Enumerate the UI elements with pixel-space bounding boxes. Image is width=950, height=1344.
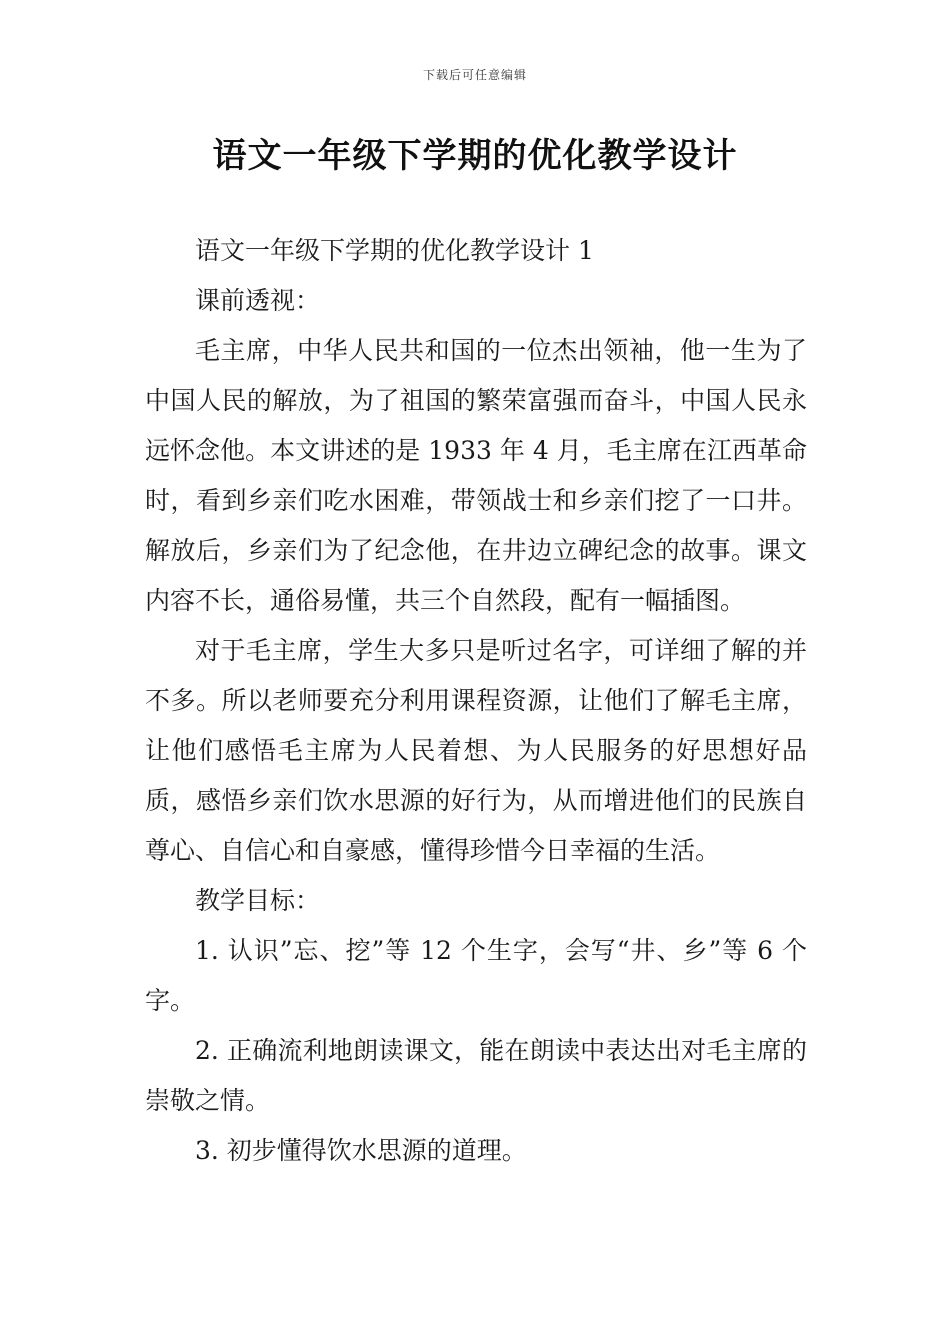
objective-item: 3. 初步懂得饮水思源的道理。 xyxy=(195,1136,527,1165)
subheading-preview: 课前透视： xyxy=(195,286,321,315)
subheading-objectives: 教学目标： xyxy=(195,886,321,915)
section-heading: 语文一年级下学期的优化教学设计 1 xyxy=(195,236,594,265)
document-title: 语文一年级下学期的优化教学设计 xyxy=(212,136,738,176)
paragraph: 对于毛主席，学生大多只是听过名字，可详细了解的并不多。所以老师要充分利用课程资源，让他们了解毛主席，让他们感悟毛主席为人民着想、为人民服务的好思想好品质，感悟乡亲们饮水思源的好行为，从而增进他们的民族自尊心、自信心和自豪感，懂得珍惜今日幸福的生活。 xyxy=(145,636,807,865)
objective-item: 1. 认识”忘、挖”等 12 个生字，会写“井、乡”等 6 个字。 xyxy=(145,936,807,1015)
document-body xyxy=(145,226,807,1176)
paragraph: 毛主席，中华人民共和国的一位杰出领袖，他一生为了中国人民的解放，为了祖国的繁荣富强而奋斗，中国人民永远怀念他。本文讲述的是 1933 年 4 月，毛主席在江西革命时，看到乡亲们吃水困难，带领战士和乡亲们挖了一口井。解放后，乡亲们为了纪念他，在井边立碑纪念的故事。课文内容不长，通俗易懂，共三个自然段，配有一幅插图。 xyxy=(145,336,807,615)
header-note: 下载后可任意编辑 xyxy=(422,68,527,82)
objective-item: 2. 正确流利地朗读课文，能在朗读中表达出对毛主席的崇敬之情。 xyxy=(145,1036,807,1115)
